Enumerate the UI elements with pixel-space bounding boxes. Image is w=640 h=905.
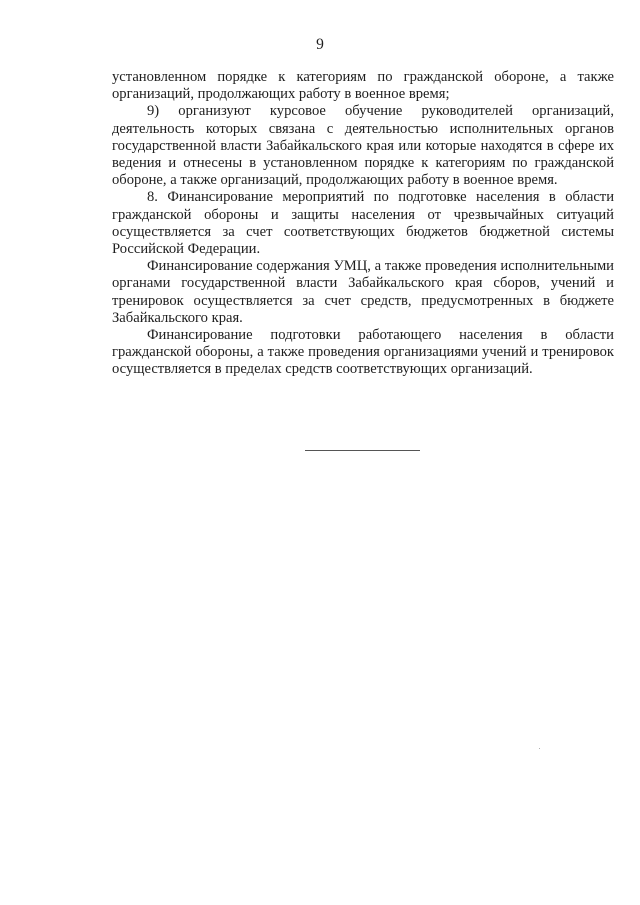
paragraph-section-8: 8. Финансирование мероприятий по подготовке населения в области гражданской обороны и защиты населения от чрезвычайных ситуаций осуществляется за счет соответствующих бюджетов бюджетной системы Российской Федерации. [112, 189, 614, 258]
scan-speck [539, 748, 540, 749]
paragraph-umc-financing: Финансирование содержания УМЦ, а также проведения исполнительными органами государственной власти Забайкальского края сборов, учений и тренировок осуществляется за счет средств, предусмотренных в бюджете Забайкальского края. [112, 258, 614, 326]
paragraph-item-9: 9) организуют курсовое обучение руководителей организаций, деятельность которых связана с деятельностью исполнительных органов государственной власти Забайкальского края или которые находятся в сфере их ведения и отнесены в установленном порядке к категориям по гражданской обороне, а также организаций, продолжающих работу в военное время. [112, 103, 614, 189]
paragraph-continuation: установленном порядке к категориям по гражданской обороне, а также организаций, продолжающих работу в военное время; [112, 69, 614, 103]
end-separator-line [305, 450, 420, 451]
paragraph-workers-training-financing: Финансирование подготовки работающего населения в области гражданской обороны, а также проведения организациями учений и тренировок осуществляется в пределах средств соответствующих организаций. [112, 327, 614, 378]
page-number: 9 [316, 36, 324, 53]
document-body [112, 69, 614, 379]
